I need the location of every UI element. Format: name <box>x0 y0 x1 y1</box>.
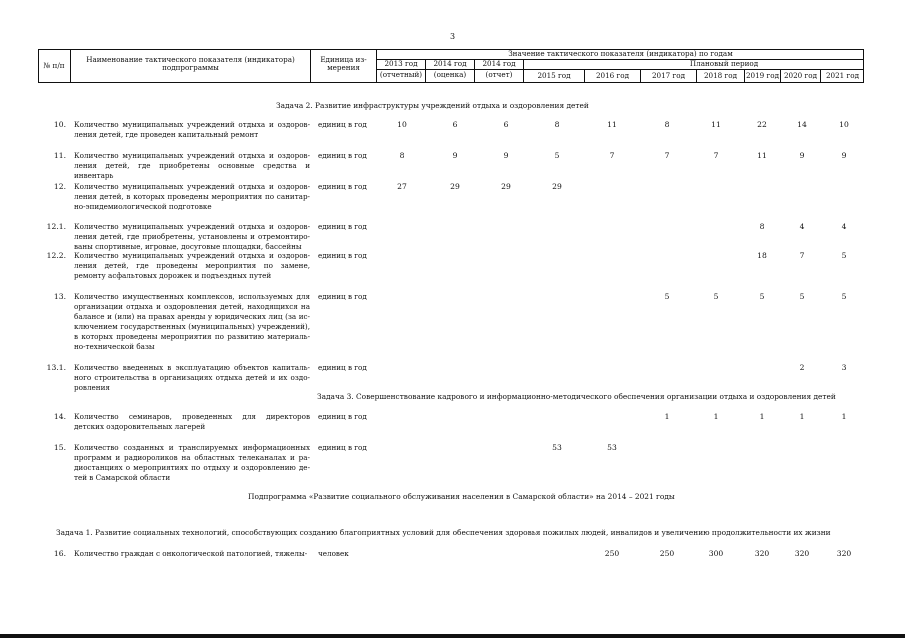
header-year-0-sub: (отчетный) <box>379 70 423 79</box>
value-cell: 9 <box>452 151 458 160</box>
table-row <box>0 292 905 356</box>
header-year-9: 2021 год <box>825 71 860 80</box>
value-cell: 22 <box>757 120 767 129</box>
value-cell: 53 <box>552 443 562 452</box>
indicator-name: Количество муниципальных учреждений отдыха и оздоров- ления детей, в которых проведены мероприятия по санитар- но-эпидемиологической подготовке <box>74 182 310 211</box>
value-cell: 1 <box>713 412 719 421</box>
value-cell: 320 <box>836 549 852 558</box>
row-number: 13. <box>53 292 66 301</box>
value-cell: 10 <box>839 120 849 129</box>
table-row <box>0 443 905 483</box>
value-cell: 5 <box>664 292 670 301</box>
indicator-name: Количество созданных и транслируемых информационных программ и радиороликов на областных телеканалах и ра- диостанциях о мероприятиях по отдыху и оздоровлению де- тей в Самарской области <box>74 443 310 482</box>
table-row <box>0 222 905 252</box>
value-cell: 27 <box>397 182 407 191</box>
header-values-title: Значение тактического показателя (индикатора) по годам <box>508 49 733 58</box>
value-cell: 29 <box>501 182 511 191</box>
unit-of-measure: единиц в год <box>318 222 367 231</box>
unit-of-measure: единиц в год <box>318 182 367 191</box>
value-cell: 53 <box>607 443 617 452</box>
unit-of-measure: единиц в год <box>318 120 367 129</box>
row-number: 12.1. <box>46 222 66 231</box>
table-row <box>0 120 905 150</box>
value-cell: 7 <box>713 151 719 160</box>
value-cell: 8 <box>759 222 765 231</box>
header-year-3: 2015 год <box>537 71 571 80</box>
unit-of-measure: единиц в год <box>318 412 367 421</box>
value-cell: 5 <box>799 292 805 301</box>
value-cell: 300 <box>708 549 724 558</box>
header-col-name <box>71 56 310 72</box>
header-year-1-label: 2014 год <box>433 59 467 68</box>
header-year-2-sub: (отчет) <box>485 70 513 79</box>
value-cell: 8 <box>399 151 405 160</box>
table-row <box>0 151 905 181</box>
header-year-5: 2017 год <box>651 71 686 80</box>
header-col-name-line2: подпрограммы <box>162 63 219 72</box>
unit-of-measure: единиц в год <box>318 363 367 372</box>
value-cell: 4 <box>841 222 847 231</box>
value-cell: 5 <box>841 292 847 301</box>
row-number: 12. <box>53 182 66 191</box>
header-year-4: 2016 год <box>595 71 630 80</box>
row-number: 11. <box>53 151 66 160</box>
value-cell: 9 <box>841 151 847 160</box>
header-year-7: 2019 год <box>745 71 780 80</box>
table-row <box>0 363 905 393</box>
header-planned-period: Плановый период <box>689 59 759 68</box>
indicator-name: Количество муниципальных учреждений отдыха и оздоров- ления детей, где приобретены основные средства и инвентарь <box>74 151 310 180</box>
value-cell: 9 <box>503 151 509 160</box>
header-year-2 <box>475 60 523 79</box>
row-number: 15. <box>53 443 66 452</box>
value-cell: 8 <box>554 120 560 129</box>
value-cell: 4 <box>799 222 805 231</box>
indicator-name: Количество семинаров, проведенных для директоров детских оздоровительных лагерей <box>74 412 310 431</box>
value-cell: 7 <box>799 251 805 260</box>
header-year-0 <box>377 60 425 79</box>
header-year-1-sub: (оценка) <box>433 70 467 79</box>
row-number: 13.1. <box>46 363 66 372</box>
row-number: 14. <box>53 412 66 421</box>
value-cell: 5 <box>713 292 719 301</box>
value-cell: 11 <box>711 120 721 129</box>
indicator-name: Количество имущественных комплексов, используемых для организации отдыха и оздоровления детей, находящихся на балансе и (или) на правах аренды у юридических лиц (за ис- ключением государственных (муниципальных) учреждений), в которых проведены мероприятия по развитию материаль- но-технической базы <box>74 292 310 351</box>
unit-of-measure: единиц в год <box>318 151 367 160</box>
value-cell: 5 <box>841 251 847 260</box>
value-cell: 250 <box>659 549 675 558</box>
header-col-unit-line1: Единица из- <box>320 55 367 64</box>
value-cell: 1 <box>841 412 847 421</box>
indicator-name: Количество введенных в эксплуатацию объектов капиталь- ного строительства в организациях отдыха детей и их оздо- ровления <box>74 363 310 392</box>
row-number: 12.2. <box>46 251 66 260</box>
value-cell: 29 <box>552 182 562 191</box>
table-row <box>0 412 905 434</box>
value-cell: 14 <box>797 120 807 129</box>
row-number: 16. <box>53 549 66 558</box>
header-year-2-label: 2014 год <box>482 59 516 68</box>
value-cell: 2 <box>799 363 805 372</box>
value-cell: 8 <box>664 120 670 129</box>
value-cell: 5 <box>759 292 765 301</box>
section-task-3: Задача 3. Совершенствование кадрового и информационно-методического обеспечения организации отдыха и оздоровления детей <box>317 392 836 401</box>
value-cell: 320 <box>794 549 810 558</box>
section-task-1-social: Задача 1. Развитие социальных технологий, способствующих созданию благоприятных условий для обеспечения здоровья пожилых людей, инвалидов и увеличению продолжительности их жизни <box>56 528 831 537</box>
header-year-6: 2018 год <box>703 71 738 80</box>
value-cell: 250 <box>604 549 620 558</box>
header-year-1 <box>426 60 474 79</box>
page-number: 3 <box>449 32 456 41</box>
value-cell: 1 <box>759 412 765 421</box>
indicator-name: Количество муниципальных учреждений отдыха и оздоров- ления детей, где проведен капитальный ремонт <box>74 120 310 139</box>
header-col-num: № п/п <box>43 61 65 70</box>
unit-of-measure: человек <box>318 549 349 558</box>
value-cell: 29 <box>450 182 460 191</box>
indicator-name: Количество муниципальных учреждений отдыха и оздоров- ления детей, где проведены мероприятия по замене, ремонту асфальтовых дорожек и подъездных путей <box>74 251 310 280</box>
value-cell: 3 <box>841 363 847 372</box>
table-row <box>0 182 905 220</box>
page-bottom-rule <box>0 634 905 638</box>
value-cell: 6 <box>452 120 458 129</box>
header-col-name-line1: Наименование тактического показателя (индикатора) <box>86 55 295 64</box>
table-row <box>0 549 905 561</box>
value-cell: 11 <box>757 151 767 160</box>
value-cell: 6 <box>503 120 509 129</box>
value-cell: 10 <box>397 120 407 129</box>
unit-of-measure: единиц в год <box>318 443 367 452</box>
value-cell: 7 <box>664 151 670 160</box>
value-cell: 9 <box>799 151 805 160</box>
value-cell: 18 <box>757 251 767 260</box>
value-cell: 7 <box>609 151 615 160</box>
unit-of-measure: единиц в год <box>318 251 367 260</box>
value-cell: 1 <box>799 412 805 421</box>
header-col-unit <box>311 56 376 72</box>
value-cell: 11 <box>607 120 617 129</box>
header-year-0-label: 2013 год <box>384 59 418 68</box>
indicator-name: Количество граждан с онкологической патологией, тяжелы- <box>74 549 308 558</box>
table-row <box>0 251 905 281</box>
table-header <box>38 49 864 83</box>
header-year-8: 2020 год <box>783 71 818 80</box>
row-number: 10. <box>53 120 66 129</box>
value-cell: 5 <box>554 151 560 160</box>
unit-of-measure: единиц в год <box>318 292 367 301</box>
value-cell: 1 <box>664 412 670 421</box>
header-col-unit-line2: мерения <box>327 63 360 72</box>
section-subprogram: Подпрограмма «Развитие социального обслуживания населения в Самарской области» на 2014 – 2021 годы <box>248 492 675 501</box>
indicator-name: Количество муниципальных учреждений отдыха и оздоров- ления детей, где приобретены, установлены и отремонтиро- ваны спортивные, игровые, досуговые площадки, бассейны <box>74 222 310 251</box>
value-cell: 320 <box>754 549 770 558</box>
section-task-2: Задача 2. Развитие инфраструктуры учреждений отдыха и оздоровления детей <box>276 101 589 110</box>
